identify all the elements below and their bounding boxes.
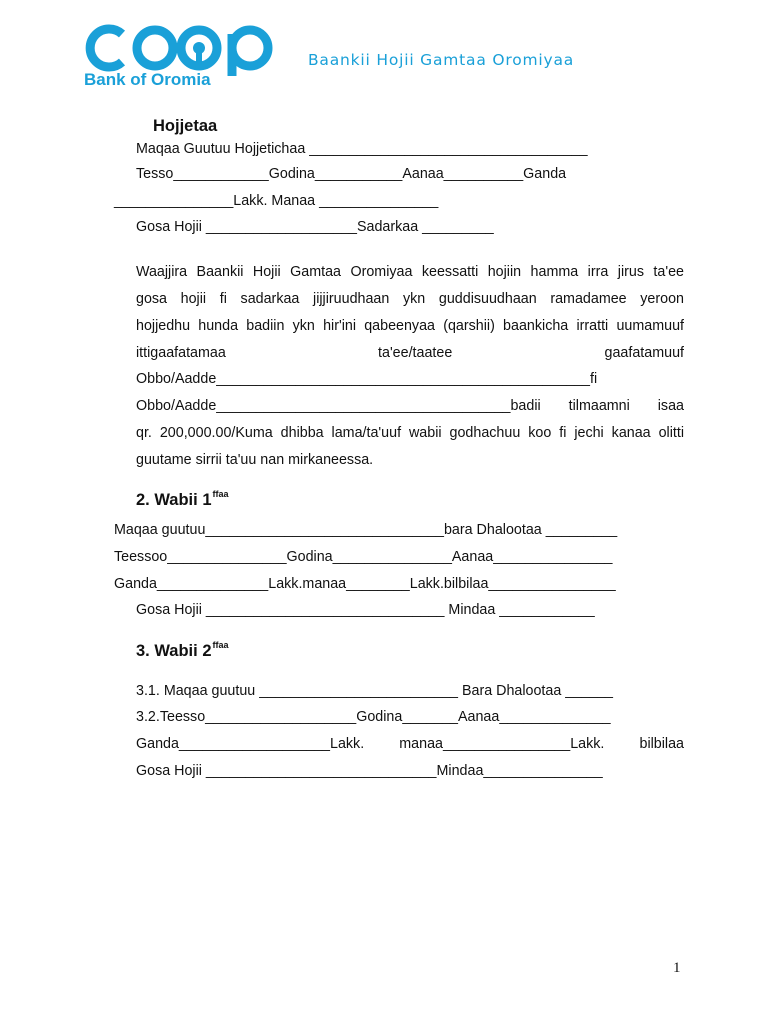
employee-address-field[interactable]: Tesso____________Godina___________Aanaa__________Ganda [136, 166, 567, 182]
paragraph-line: Obbo/Aadde_____________________________________badii tilmaamni isaa [136, 398, 684, 414]
paragraph-line: qr. 200,000.00/Kuma dhibba lama/ta'uuf wabii godhachuu koo fi jechi kanaa olitti [136, 425, 684, 441]
employee-job-grade-field[interactable]: Gosa Hojii ___________________Sadarkaa _________ [136, 219, 494, 235]
guarantor1-name-field[interactable]: Maqaa guutuu______________________________bara Dhalootaa _________ [114, 522, 618, 538]
guarantor1-job-salary-field[interactable]: Gosa Hojii ______________________________ Mindaa ____________ [136, 602, 595, 618]
bank-name: Baankii Hojii Gamtaa Oromiyaa [308, 51, 575, 69]
logo-subtitle: Bank of Oromia [84, 70, 211, 89]
guarantor2-name-field[interactable]: 3.1. Maqaa guutuu _________________________ Bara Dhalootaa ______ [136, 683, 613, 699]
section-title-guarantor-1: 2. Wabii $1^{ffaa}$ [136, 489, 229, 509]
coop-logo-icon [82, 20, 282, 76]
paragraph-line: ittigaafatamaa ta'ee/taatee gaafatamuuf [136, 345, 684, 361]
paragraph-line: gosa hojii fi sadarkaa jijjiruudhaan ykn guddisuudhaan ramadamee yeroon [136, 291, 684, 307]
guarantor1-contact-field[interactable]: Ganda______________Lakk.manaa________Lakk.bilbilaa________________ [114, 576, 616, 592]
guarantor1-address-field[interactable]: Teessoo_______________Godina_______________Aanaa_______________ [114, 549, 613, 565]
paragraph-line: Waajjira Baankii Hojii Gamtaa Oromiyaa keessatti hojiin hamma irra jirus ta'ee [136, 264, 684, 280]
page-number: 1 [673, 960, 681, 976]
employee-house-number-field[interactable]: _______________Lakk. Manaa _______________ [114, 193, 439, 209]
paragraph-line: Obbo/Aadde_______________________________________________fi [136, 371, 598, 387]
paragraph-line: guutame sirrii ta'uu nan mirkaneessa. [136, 452, 374, 468]
paragraph-line: hojjedhu hunda badiin ykn hir'ini qabeenyaa (qarshii) baankicha irratti uumamuuf [136, 318, 684, 334]
coop-logo [82, 20, 282, 92]
guarantor2-address-field[interactable]: 3.2.Teesso___________________Godina_______Aanaa______________ [136, 709, 611, 725]
section-title-guarantor-2: 3. Wabii $2^{ffaa}$ [136, 640, 229, 660]
guarantor2-job-salary-field[interactable]: Gosa Hojii _____________________________Mindaa_______________ [136, 763, 603, 779]
guarantor2-contact-field[interactable]: Ganda___________________Lakk. manaa________________Lakk. bilbilaa [136, 736, 684, 752]
section-title-employee: Hojjetaa [153, 117, 218, 135]
employee-full-name-field[interactable]: Maqaa Guutuu Hojjetichaa ___________________________________ [136, 141, 588, 157]
